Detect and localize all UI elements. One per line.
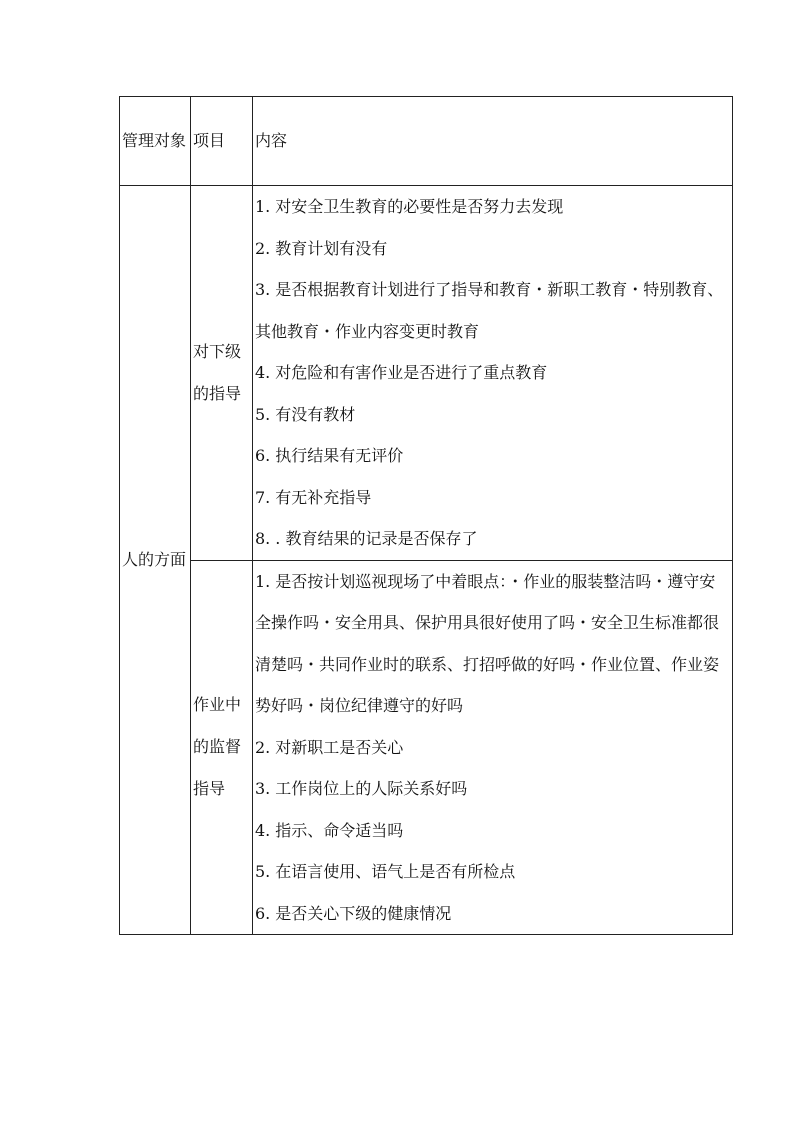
content-cell-guidance [252,186,732,561]
content-line: 2. 教育计划有没有 [254,238,388,258]
header-content: 内容 [252,97,732,186]
header-item: 项目 [191,97,253,186]
content-line: 1. 是否按计划巡视现场了中着眼点：・作业的服装整洁吗・遵守安全操作吗・安全用具、保护用具很好使用了吗・安全卫生标准都很清楚吗・共同作业时的联系、打招呼做的好吗・作业位置、作业姿势好吗・岗位纪律遵守的好吗 [254,571,719,715]
category-cell: 人的方面 [120,186,191,935]
item-cell-guidance: 对下级的指导 [191,186,253,561]
content-line: 7. 有无补充指导 [254,487,372,507]
section-row-guidance [120,186,733,561]
header-row [120,97,733,186]
content-line: 1. 对安全卫生教育的必要性是否努力去发现 [254,197,564,216]
content-line: 6. 执行结果有无评价 [254,446,404,465]
content-line: 2. 对新职工是否关心 [254,737,404,757]
management-content-table [119,96,733,935]
section-row-supervision [120,560,733,935]
content-cell-supervision [252,560,732,935]
content-line: 8. . 教育结果的记录是否保存了 [254,529,478,548]
content-line: 5. 在语言使用、语气上是否有所检点 [254,862,516,881]
content-line: 3. 工作岗位上的人际关系好吗 [254,779,468,798]
content-line: 3. 是否根据教育计划进行了指导和教育・新职工教育・特别教育、其他教育・作业内容变更时教育 [254,280,724,341]
content-line: 4. 对危险和有害作业是否进行了重点教育 [254,363,548,382]
content-line: 6. 是否关心下级的健康情况 [254,903,452,923]
header-management-object: 管理对象 [120,97,191,186]
content-line: 4. 指示、命令适当吗 [254,820,404,840]
content-line: 5. 有没有教材 [254,404,356,424]
item-cell-supervision: 作业中的监督指导 [191,560,253,935]
